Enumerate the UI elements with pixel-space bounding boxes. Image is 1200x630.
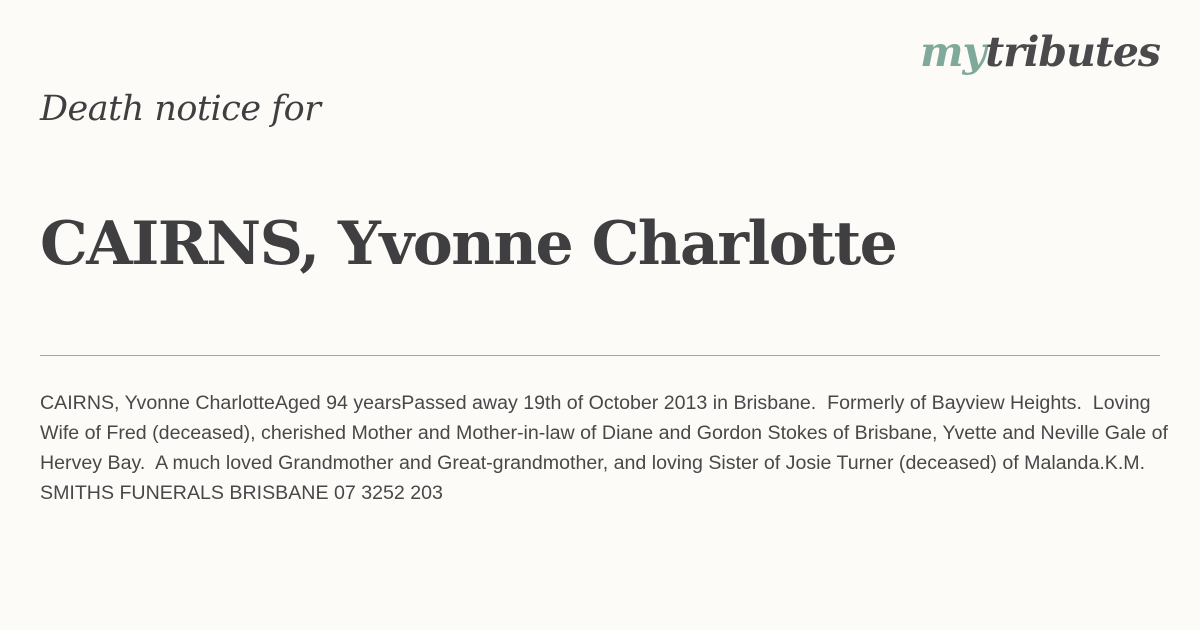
deceased-name-title: CAIRNS, Yvonne Charlotte <box>40 209 897 279</box>
notice-body-text: CAIRNS, Yvonne CharlotteAged 94 yearsPassed away 19th of October 2013 in Brisbane. Formerly of Bayview Heights. Loving Wife of Fred (deceased), cherished Mother and Mother-in-law of Diane and Gordon Stokes of Brisbane, Yvette and Neville Gale of Hervey Bay. A much loved Grandmother and Great-grandmother, and loving Sister of Josie Turner (deceased) of Malanda.K.M. SMITHS FUNERALS BRISBANE 07 3252 203 <box>40 392 1174 504</box>
death-notice-subtitle: Death notice for <box>40 89 321 129</box>
logo-my-text: my <box>920 28 986 76</box>
logo-tributes-text: tributes <box>985 28 1160 76</box>
section-divider <box>40 355 1160 356</box>
mytributes-logo[interactable] <box>920 28 1160 76</box>
